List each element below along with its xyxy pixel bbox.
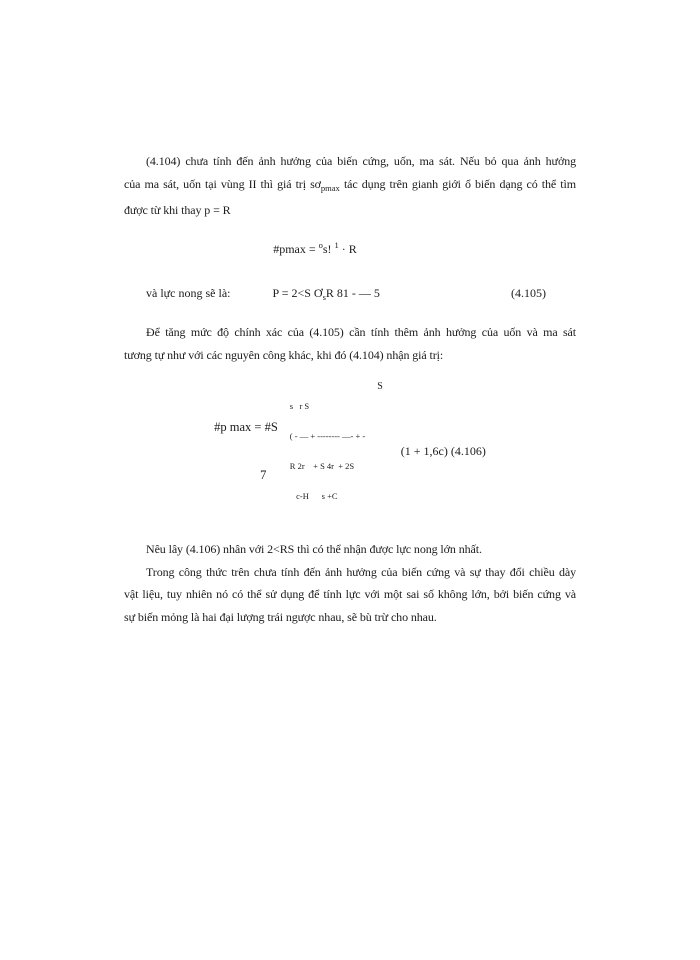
equation-4106-superscript: S [377,381,383,392]
fraction-line: c-H s +C [289,491,338,501]
equation-4105-intro: và lực nong sẽ là: [146,285,231,300]
paragraph-2-line-1: Để tăng mức độ chính xác của (4.105) cần tính thêm ảnh hưởng của uốn và ma sát [146,325,576,339]
paragraph-3-line-1: Trong công thức trên chưa tính đến ảnh hưởng của biến cứng và sự thay đổi chiều dày [146,564,576,579]
superscript: 1 [334,239,339,250]
text-segment: tác dụng trên gianh giới ổ biến dạng có thể tìm [339,176,576,191]
paragraph-3-line-3: sự biến mỏng là hai đại lượng trái ngược nhau, sẽ bù trừ cho nhau. [124,609,437,624]
equation-pmax [124,240,576,258]
note-line: Nêu lây (4.106) nhân với 2<RS thì có thể nhận được lực nong lớn nhất. [146,542,482,556]
paragraph-1-line-2 [124,173,576,200]
equation-segment: s! [322,241,335,256]
text-segment: của ma sát, uốn tại vùng II thì giá trị sơ [124,176,321,191]
subscript-pmax: pmax [320,182,340,193]
fraction-line: ( - — + -------- —- + - [289,431,366,441]
equation-4106 [124,381,576,521]
equation-4106-lhs-top: #p max = #S [214,420,278,434]
equation-segment: P = 2<S Ơ [272,285,323,300]
equation-segment: · R [338,241,357,256]
equation-number-4105: (4.105) [511,285,546,300]
paragraph-2-line-2: tương tự như với các nguyên công khác, khi đó (4.104) nhận giá trị: [124,347,444,362]
equation-4106-rhs: (1 + 1,6c) (4.106) [400,443,486,458]
subscript-s: s [322,291,326,302]
equation-4106-lhs [214,387,278,515]
fraction-line: R 2r + S 4r + 2S [289,461,355,471]
superscript: o [318,239,323,250]
paragraph-3-line-2: vật liệu, tuy nhiên nó có thể sử dụng để tính lực với một sai số không lớn, bởi biến cứng và [124,587,576,601]
equation-4106-lhs-denominator: 7 [260,468,267,482]
equation-4106-fraction [290,381,365,521]
equation-segment: #pmax = [273,241,319,256]
equation-4105-formula [272,282,379,309]
equation-segment: R 81 - — 5 [325,285,380,300]
paragraph-1-line-3: được từ khi thay p = R [124,203,231,217]
equation-4105-row [124,282,576,309]
paragraph-1-line-1: (4.104) chưa tính đến ảnh hưởng của biến cứng, uốn, ma sát. Nếu bỏ qua ảnh hưởng [146,154,576,168]
fraction-line: s r S [289,401,310,411]
